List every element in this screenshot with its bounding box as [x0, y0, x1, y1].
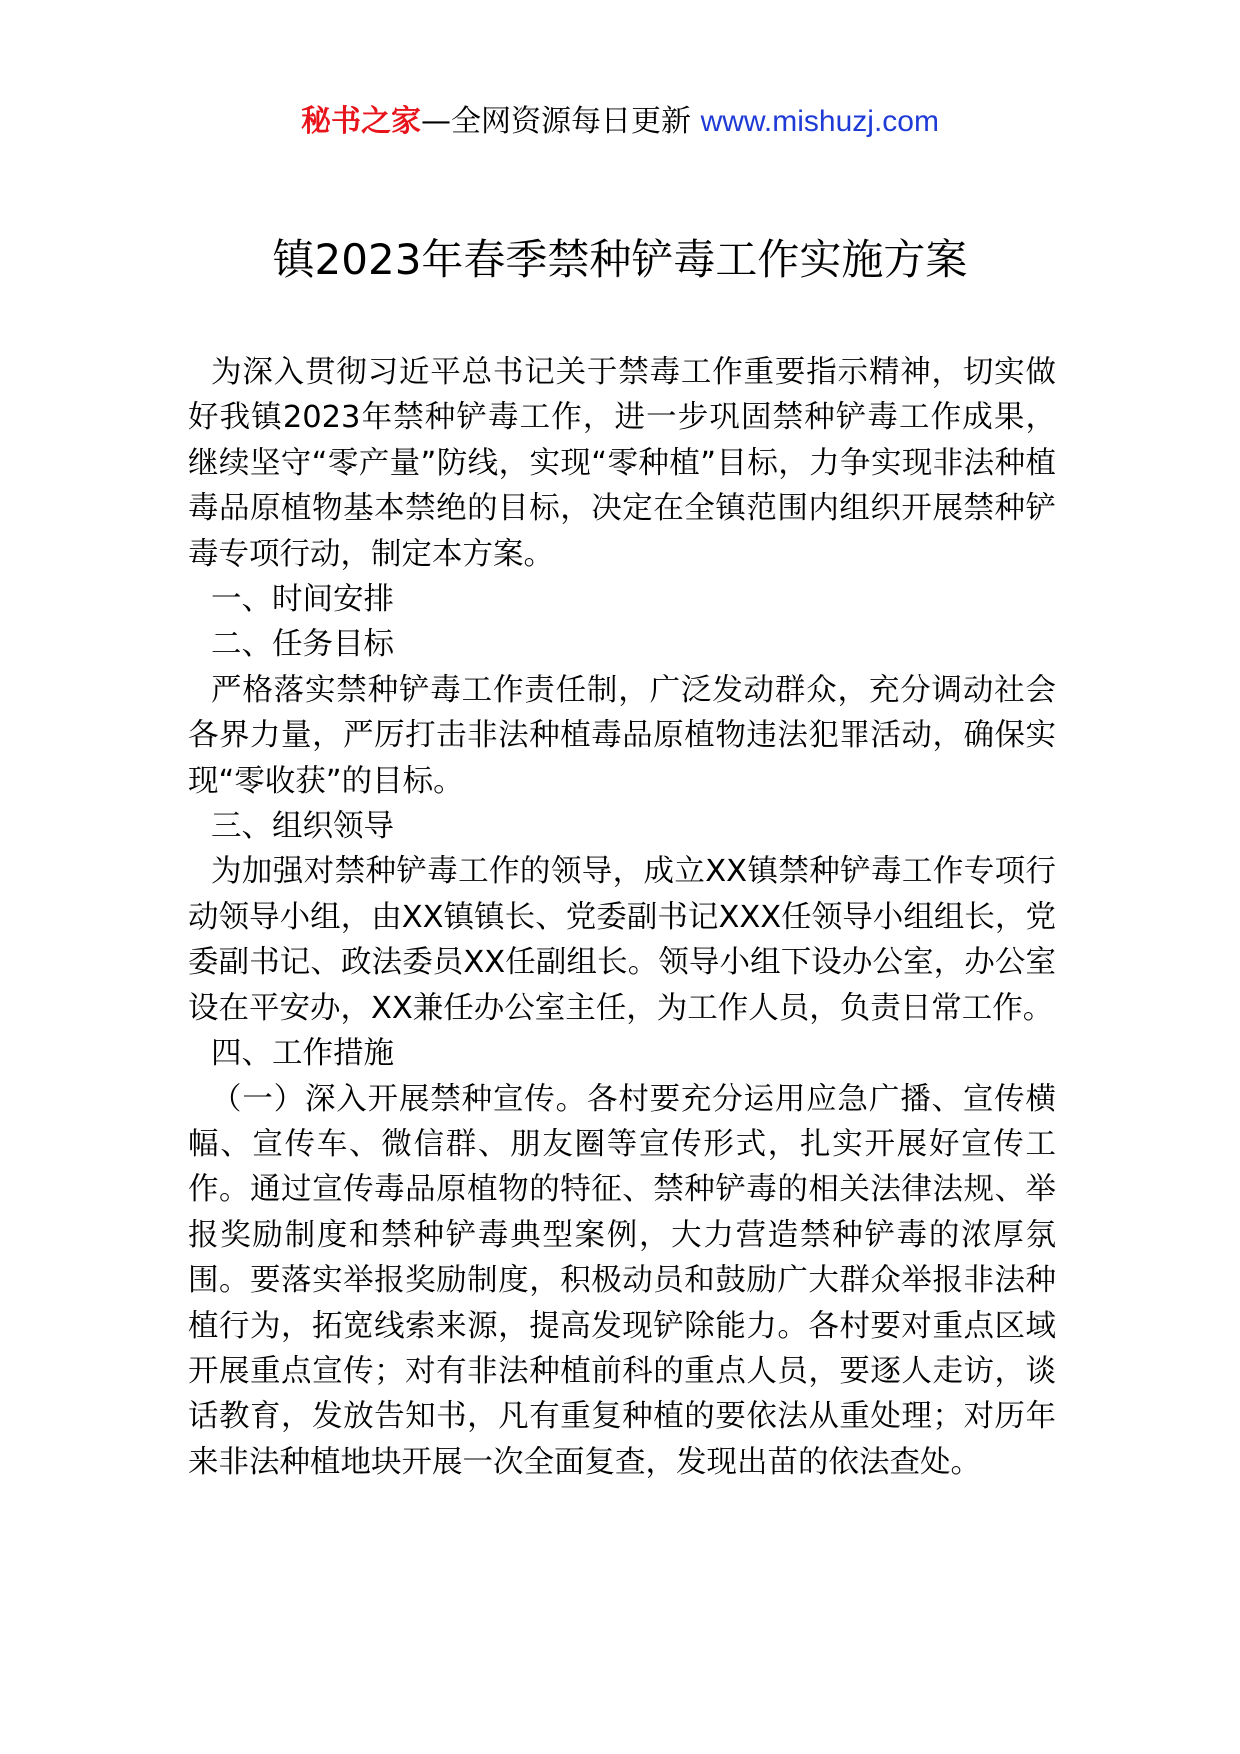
- leadership-paragraph: 为加强对禁种铲毒工作的领导，成立XX镇禁种铲毒工作专项行动领导小组，由XX镇镇长、党委副书记XXX任领导小组组长，党委副书记、政法委员XX任副组长。领导小组下设办公室，办公室设在平安办，XX兼任办公室主任，为工作人员，负责日常工作。: [188, 854, 1056, 1026]
- header-tagline: —全网资源每日更新: [421, 104, 692, 139]
- document-body: [188, 350, 1056, 1485]
- document-title: 镇2023年春季禁种铲毒工作实施方案: [272, 235, 968, 284]
- header-url-link[interactable]: www.mishuzj.com: [700, 105, 939, 138]
- section-heading-schedule: 一、时间安排: [211, 582, 394, 618]
- goals-paragraph: 严格落实禁种铲毒工作责任制，广泛发动群众，充分调动社会各界力量，严厉打击非法种植毒品原植物违法犯罪活动，确保实现“零收获”的目标。: [188, 672, 1056, 799]
- section-heading-measures: 四、工作措施: [211, 1036, 394, 1072]
- page-header: [0, 100, 1240, 144]
- header-brand: 秘书之家: [301, 104, 422, 139]
- section-heading-goals: 二、任务目标: [211, 627, 394, 663]
- measures-paragraph-1: （一）深入开展禁种宣传。各村要充分运用应急广播、宣传横幅、宣传车、微信群、朋友圈等宣传形式，扎实开展好宣传工作。通过宣传毒品原植物的特征、禁种铲毒的相关法律法规、举报奖励制度和禁种铲毒典型案例，大力营造禁种铲毒的浓厚氛围。要落实举报奖励制度，积极动员和鼓励广大群众举报非法种植行为，拓宽线索来源，提高发现铲除能力。各村要对重点区域开展重点宣传；对有非法种植前科的重点人员，要逐人走访，谈话教育，发放告知书，凡有重复种植的要依法从重处理；对历年来非法种植地块开展一次全面复查，发现出苗的依法查处。: [188, 1081, 1056, 1480]
- section-heading-leadership: 三、组织领导: [211, 809, 394, 845]
- intro-paragraph: 为深入贯彻习近平总书记关于禁毒工作重要指示精神，切实做好我镇2023年禁种铲毒工作，进一步巩固禁种铲毒工作成果，继续坚守“零产量”防线，实现“零种植”目标，力争实现非法种植毒品原植物基本禁绝的目标，决定在全镇范围内组织开展禁种铲毒专项行动，制定本方案。: [188, 355, 1056, 572]
